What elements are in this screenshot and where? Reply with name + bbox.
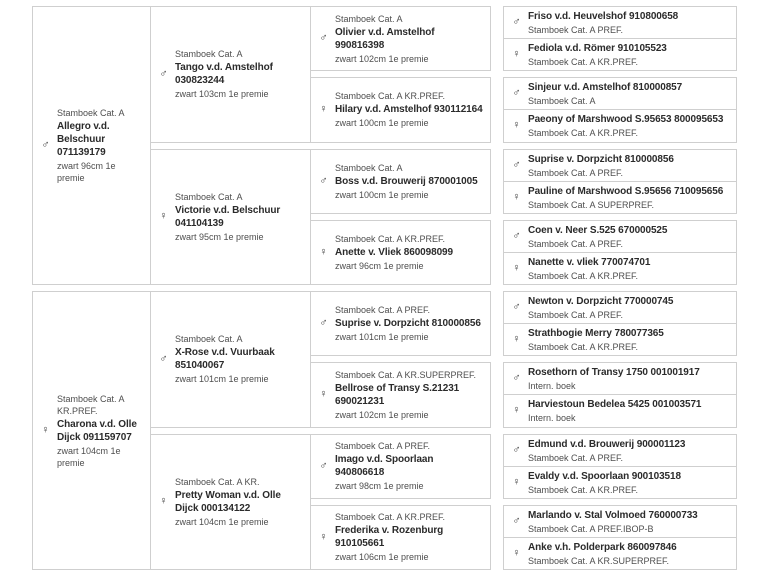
stamboek-category: Stamboek Cat. A KR.PREF. [335, 91, 446, 102]
generation-2-column [150, 6, 311, 570]
horse-name: Bellrose of Transy S.21231 690021231 [335, 382, 460, 407]
stamboek-category: Stamboek Cat. A KR.PREF. [528, 484, 639, 495]
stamboek-category: Stamboek Cat. A KR.PREF. [57, 393, 125, 416]
horse-info [524, 506, 704, 537]
male-icon: ♂ [319, 317, 328, 330]
horse-info [331, 160, 484, 203]
stamboek-category: Stamboek Cat. A KR.PREF. [335, 512, 446, 523]
pedigree-cell[interactable] [150, 291, 311, 428]
horse-details: zwart 100cm 1e premie [335, 118, 429, 129]
female-icon: ♀ [319, 245, 328, 258]
stamboek-category: Stamboek Cat. A PREF. [528, 238, 624, 249]
horse-name: Nanette v. vliek 770074701 [528, 256, 651, 268]
horse-info [171, 46, 310, 102]
horse-name: Hilary v.d. Amstelhof 930112164 [335, 104, 483, 116]
stamboek-category: Stamboek Cat. A [528, 96, 596, 107]
male-icon: ♂ [41, 139, 50, 151]
pedigree-cell[interactable] [32, 291, 151, 570]
pedigree-cell[interactable] [150, 6, 311, 143]
pedigree-cell[interactable] [32, 6, 151, 285]
stamboek-category: Intern. boek [528, 413, 576, 424]
horse-info [331, 438, 490, 494]
horse-info [331, 88, 489, 131]
stamboek-category: Stamboek Cat. A [57, 108, 125, 118]
horse-details: zwart 98cm 1e premie [335, 481, 424, 492]
male-icon: ♂ [512, 514, 521, 527]
horse-name: Friso v.d. Heuvelshof 910800658 [528, 11, 679, 23]
male-icon: ♂ [512, 372, 521, 385]
pedigree-pair-box [503, 505, 737, 570]
female-icon: ♀ [512, 261, 521, 274]
male-icon: ♂ [512, 158, 521, 171]
male-icon: ♂ [319, 459, 328, 472]
male-icon: ♂ [512, 301, 521, 314]
horse-name: Victorie v.d. Belschuur 041104139 [175, 204, 281, 229]
horse-info [524, 110, 729, 141]
female-icon: ♀ [159, 495, 168, 508]
pedigree-pair-box [503, 149, 737, 214]
horse-info [524, 150, 680, 181]
horse-info [524, 395, 707, 426]
stamboek-category: Stamboek Cat. A PREF.IBOP-B [528, 523, 654, 534]
stamboek-category: Stamboek Cat. A KR.PREF. [528, 128, 639, 139]
pedigree-cell[interactable] [504, 506, 736, 537]
generation-4-column [503, 6, 737, 570]
horse-name: Rosethorn of Transy 1750 001001917 [528, 367, 700, 379]
stamboek-category: Stamboek Cat. A PREF. [335, 305, 431, 316]
horse-name: Charona v.d. Olle Dijck 091159707 [57, 418, 137, 443]
horse-info [524, 78, 688, 109]
pedigree-cell[interactable] [504, 78, 736, 109]
pedigree-cell[interactable] [504, 109, 736, 141]
horse-details: zwart 96cm 1e premie [57, 161, 116, 183]
female-icon: ♀ [512, 546, 521, 559]
pedigree-cell[interactable] [504, 150, 736, 181]
pedigree-pair-box [503, 362, 737, 427]
stamboek-category: Stamboek Cat. A [175, 49, 243, 60]
female-icon: ♀ [512, 475, 521, 488]
horse-details: zwart 100cm 1e premie [335, 189, 429, 200]
female-icon: ♀ [512, 48, 521, 61]
female-icon: ♀ [512, 333, 521, 346]
pedigree-cell[interactable] [310, 149, 491, 214]
stamboek-category: Stamboek Cat. A PREF. [335, 441, 431, 452]
pedigree-cell[interactable] [150, 434, 311, 571]
horse-name: X-Rose v.d. Vuurbaak 851040067 [175, 347, 275, 372]
horse-info [524, 292, 679, 323]
stamboek-category: Stamboek Cat. A KR.SUPERPREF. [335, 369, 477, 380]
horse-info [53, 391, 150, 471]
horse-info [524, 467, 687, 498]
pedigree-table [32, 6, 737, 570]
horse-name: Anke v.h. Polderpark 860097846 [528, 541, 677, 553]
pedigree-cell[interactable] [504, 292, 736, 323]
male-icon: ♂ [512, 229, 521, 242]
stamboek-category: Stamboek Cat. A KR.PREF. [528, 342, 639, 353]
pedigree-cell[interactable] [504, 394, 736, 426]
horse-info [524, 253, 656, 284]
pedigree-pair-box [503, 291, 737, 356]
pedigree-cell[interactable] [504, 38, 736, 70]
horse-name: Suprise v. Dorpzicht 810000856 [335, 318, 481, 330]
horse-name: Imago v.d. Spoorlaan 940806618 [335, 454, 434, 479]
horse-name: Tango v.d. Amstelhof 030823244 [175, 62, 273, 87]
pedigree-cell[interactable] [310, 362, 491, 427]
horse-info [524, 363, 706, 394]
stamboek-category: Stamboek Cat. A KR.PREF. [528, 270, 639, 281]
female-icon: ♀ [319, 103, 328, 116]
horse-name: Edmund v.d. Brouwerij 900001123 [528, 438, 686, 450]
male-icon: ♂ [319, 32, 328, 45]
horse-info [331, 367, 490, 423]
female-icon: ♀ [41, 424, 50, 436]
female-icon: ♀ [512, 119, 521, 132]
male-icon: ♂ [512, 443, 521, 456]
horse-info [171, 189, 310, 245]
horse-info [524, 7, 684, 38]
horse-details: zwart 95cm 1e premie [175, 231, 264, 242]
pedigree-cell[interactable] [310, 434, 491, 499]
horse-name: Evaldy v.d. Spoorlaan 900103518 [528, 470, 681, 482]
generation-1-column [32, 6, 151, 570]
horse-details: zwart 104cm 1e premie [57, 445, 121, 468]
horse-name: Pretty Woman v.d. Olle Dijck 000134122 [175, 489, 281, 514]
pedigree-pair-box [503, 220, 737, 285]
horse-name: Fediola v.d. Römer 910105523 [528, 43, 667, 55]
horse-details: zwart 103cm 1e premie [175, 89, 269, 100]
horse-info [524, 221, 673, 252]
male-icon: ♂ [159, 67, 168, 80]
pedigree-cell[interactable] [310, 291, 491, 356]
horse-info [331, 11, 490, 67]
pedigree-cell[interactable] [504, 252, 736, 284]
pedigree-cell[interactable] [504, 537, 736, 569]
horse-name: Frederika v. Rozenburg 910105661 [335, 525, 444, 550]
stamboek-category: Stamboek Cat. A KR.PREF. [335, 233, 446, 244]
pedigree-cell[interactable] [504, 181, 736, 213]
horse-details: zwart 102cm 1e premie [335, 53, 429, 64]
female-icon: ♀ [319, 530, 328, 543]
horse-name: Sinjeur v.d. Amstelhof 810000857 [528, 82, 683, 94]
female-icon: ♀ [512, 404, 521, 417]
horse-info [524, 538, 683, 569]
horse-details: zwart 104cm 1e premie [175, 516, 269, 527]
pedigree-pair-box [503, 434, 737, 499]
female-icon: ♀ [319, 388, 328, 401]
stamboek-category: Intern. boek [528, 381, 576, 392]
pedigree-pair-box [503, 6, 737, 71]
pedigree-cell[interactable] [504, 323, 736, 355]
horse-info [331, 509, 490, 565]
horse-name: Olivier v.d. Amstelhof 990816398 [335, 26, 435, 51]
horse-info [331, 302, 487, 345]
female-icon: ♀ [512, 190, 521, 203]
stamboek-category: Stamboek Cat. A PREF. [528, 25, 624, 36]
generation-3-column [310, 6, 491, 570]
stamboek-category: Stamboek Cat. A [175, 334, 243, 345]
pedigree-cell[interactable] [504, 7, 736, 38]
stamboek-category: Stamboek Cat. A [175, 191, 243, 202]
horse-info [524, 435, 691, 466]
horse-details: zwart 102cm 1e premie [335, 409, 429, 420]
male-icon: ♂ [512, 87, 521, 100]
stamboek-category: Stamboek Cat. A PREF. [528, 310, 624, 321]
horse-name: Harviestoun Bedelea 5425 001003571 [528, 399, 702, 411]
female-icon: ♀ [159, 210, 168, 223]
horse-name: Paeony of Marshwood S.95653 800095653 [528, 114, 724, 126]
horse-info [524, 324, 670, 355]
male-icon: ♂ [512, 16, 521, 29]
horse-name: Marlando v. Stal Volmoed 760000733 [528, 509, 698, 521]
horse-info [171, 474, 310, 530]
stamboek-category: Stamboek Cat. A [335, 13, 403, 24]
pedigree-cell[interactable] [504, 466, 736, 498]
stamboek-category: Stamboek Cat. A SUPERPREF. [528, 199, 655, 210]
horse-name: Boss v.d. Brouwerij 870001005 [335, 175, 478, 187]
horse-info [171, 331, 310, 387]
male-icon: ♂ [319, 174, 328, 187]
stamboek-category: Stamboek Cat. A KR. [175, 476, 260, 487]
horse-name: Strathbogie Merry 780077365 [528, 328, 664, 340]
horse-name: Suprise v. Dorpzicht 810000856 [528, 153, 674, 165]
horse-name: Pauline of Marshwood S.95656 710095656 [528, 185, 724, 197]
horse-info [524, 39, 673, 70]
pedigree-cell[interactable] [504, 363, 736, 394]
horse-info [53, 105, 150, 186]
horse-info [331, 231, 459, 274]
male-icon: ♂ [159, 352, 168, 365]
horse-details: zwart 101cm 1e premie [335, 332, 429, 343]
horse-name: Coen v. Neer S.525 670000525 [528, 224, 668, 236]
horse-details: zwart 96cm 1e premie [335, 260, 424, 271]
horse-name: Anette v. Vliek 860098099 [335, 246, 453, 258]
horse-name: Newton v. Dorpzicht 770000745 [528, 296, 674, 308]
pedigree-cell[interactable] [504, 435, 736, 466]
pedigree-cell[interactable] [310, 505, 491, 570]
horse-details: zwart 106cm 1e premie [335, 552, 429, 563]
pedigree-cell[interactable] [310, 220, 491, 285]
stamboek-category: Stamboek Cat. A [335, 162, 403, 173]
horse-name: Allegro v.d. Belschuur 071139179 [57, 121, 110, 158]
stamboek-category: Stamboek Cat. A PREF. [528, 452, 624, 463]
stamboek-category: Stamboek Cat. A PREF. [528, 167, 624, 178]
stamboek-category: Stamboek Cat. A KR.PREF. [528, 57, 639, 68]
pedigree-cell[interactable] [150, 149, 311, 286]
pedigree-cell[interactable] [310, 77, 491, 142]
horse-details: zwart 101cm 1e premie [175, 374, 269, 385]
stamboek-category: Stamboek Cat. A KR.SUPERPREF. [528, 555, 670, 566]
pedigree-cell[interactable] [310, 6, 491, 71]
pedigree-pair-box [503, 77, 737, 142]
horse-info [524, 182, 729, 213]
pedigree-cell[interactable] [504, 221, 736, 252]
